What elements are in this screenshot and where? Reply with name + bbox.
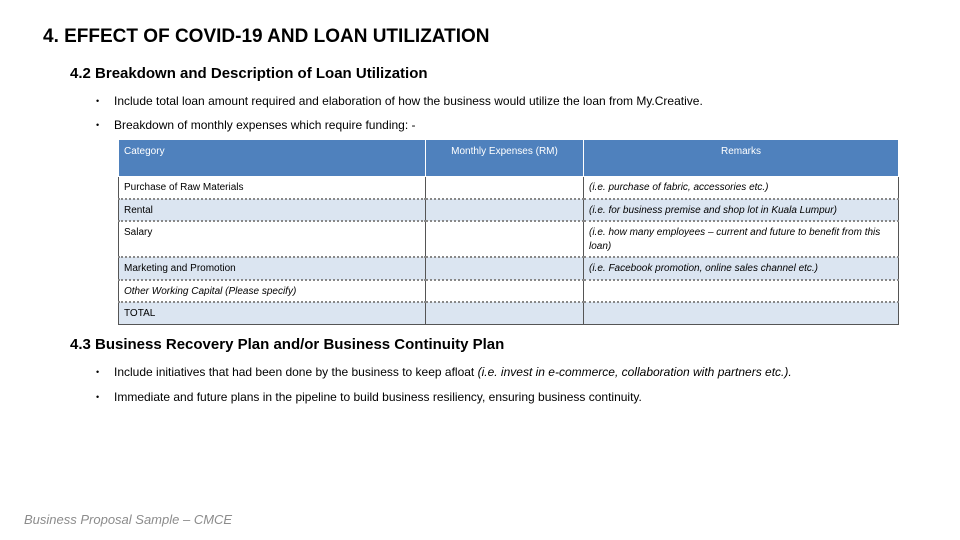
section-4-3-heading: 4.3 Business Recovery Plan and/or Business Continuity Plan <box>70 336 505 353</box>
cell-monthly-expenses[interactable] <box>426 302 584 324</box>
cell-monthly-expenses[interactable] <box>426 257 584 280</box>
bullet-future-plans <box>96 390 642 404</box>
table-row <box>119 199 899 222</box>
bullet-dot: • <box>96 120 100 130</box>
cell-category: TOTAL <box>119 302 426 324</box>
header-monthly-expenses: Monthly Expenses (RM) <box>426 140 584 177</box>
cell-remarks: (i.e. Facebook promotion, online sales channel etc.) <box>584 257 899 280</box>
cell-category: Purchase of Raw Materials <box>119 177 426 199</box>
table-row <box>119 221 899 257</box>
bullet-loan-amount <box>96 94 703 108</box>
cell-remarks <box>584 280 899 303</box>
bullet-text: Include total loan amount required and elaboration of how the business would utilize the loan from My.Creative. <box>114 94 703 108</box>
table-row <box>119 257 899 280</box>
cell-remarks: (i.e. for business premise and shop lot in Kuala Lumpur) <box>584 199 899 222</box>
bullet-text: Immediate and future plans in the pipeline to build business resiliency, ensuring business continuity. <box>114 390 642 404</box>
cell-category: Salary <box>119 221 426 257</box>
cell-remarks: (i.e. how many employees – current and future to benefit from this loan) <box>584 221 899 257</box>
cell-monthly-expenses[interactable] <box>426 199 584 222</box>
table-row <box>119 177 899 199</box>
footer-label: Business Proposal Sample – CMCE <box>24 512 233 527</box>
bullet-text: Include initiatives that had been done by the business to keep afloat <box>114 365 478 379</box>
bullet-monthly-expenses <box>96 118 416 132</box>
table-header-row <box>119 140 899 177</box>
expenses-table <box>118 139 899 325</box>
cell-category: Other Working Capital (Please specify) <box>119 280 426 303</box>
bullet-dot: • <box>96 96 100 106</box>
cell-category: Rental <box>119 199 426 222</box>
bullet-dot: • <box>96 392 100 402</box>
cell-monthly-expenses[interactable] <box>426 221 584 257</box>
table-row <box>119 280 899 303</box>
header-category: Category <box>119 140 426 177</box>
bullet-initiatives <box>96 365 792 379</box>
cell-category: Marketing and Promotion <box>119 257 426 280</box>
cell-monthly-expenses[interactable] <box>426 280 584 303</box>
bullet-text: Breakdown of monthly expenses which require funding: - <box>114 118 416 132</box>
header-remarks: Remarks <box>584 140 899 177</box>
cell-remarks <box>584 302 899 324</box>
bullet-text-italic: (i.e. invest in e-commerce, collaboration with partners etc.). <box>477 365 792 379</box>
bullet-dot: • <box>96 367 100 377</box>
page-title: 4. EFFECT OF COVID-19 AND LOAN UTILIZATION <box>43 26 490 47</box>
section-4-2-heading: 4.2 Breakdown and Description of Loan Utilization <box>70 65 428 82</box>
table-row-total <box>119 302 899 324</box>
cell-remarks: (i.e. purchase of fabric, accessories etc.) <box>584 177 899 199</box>
cell-monthly-expenses[interactable] <box>426 177 584 199</box>
